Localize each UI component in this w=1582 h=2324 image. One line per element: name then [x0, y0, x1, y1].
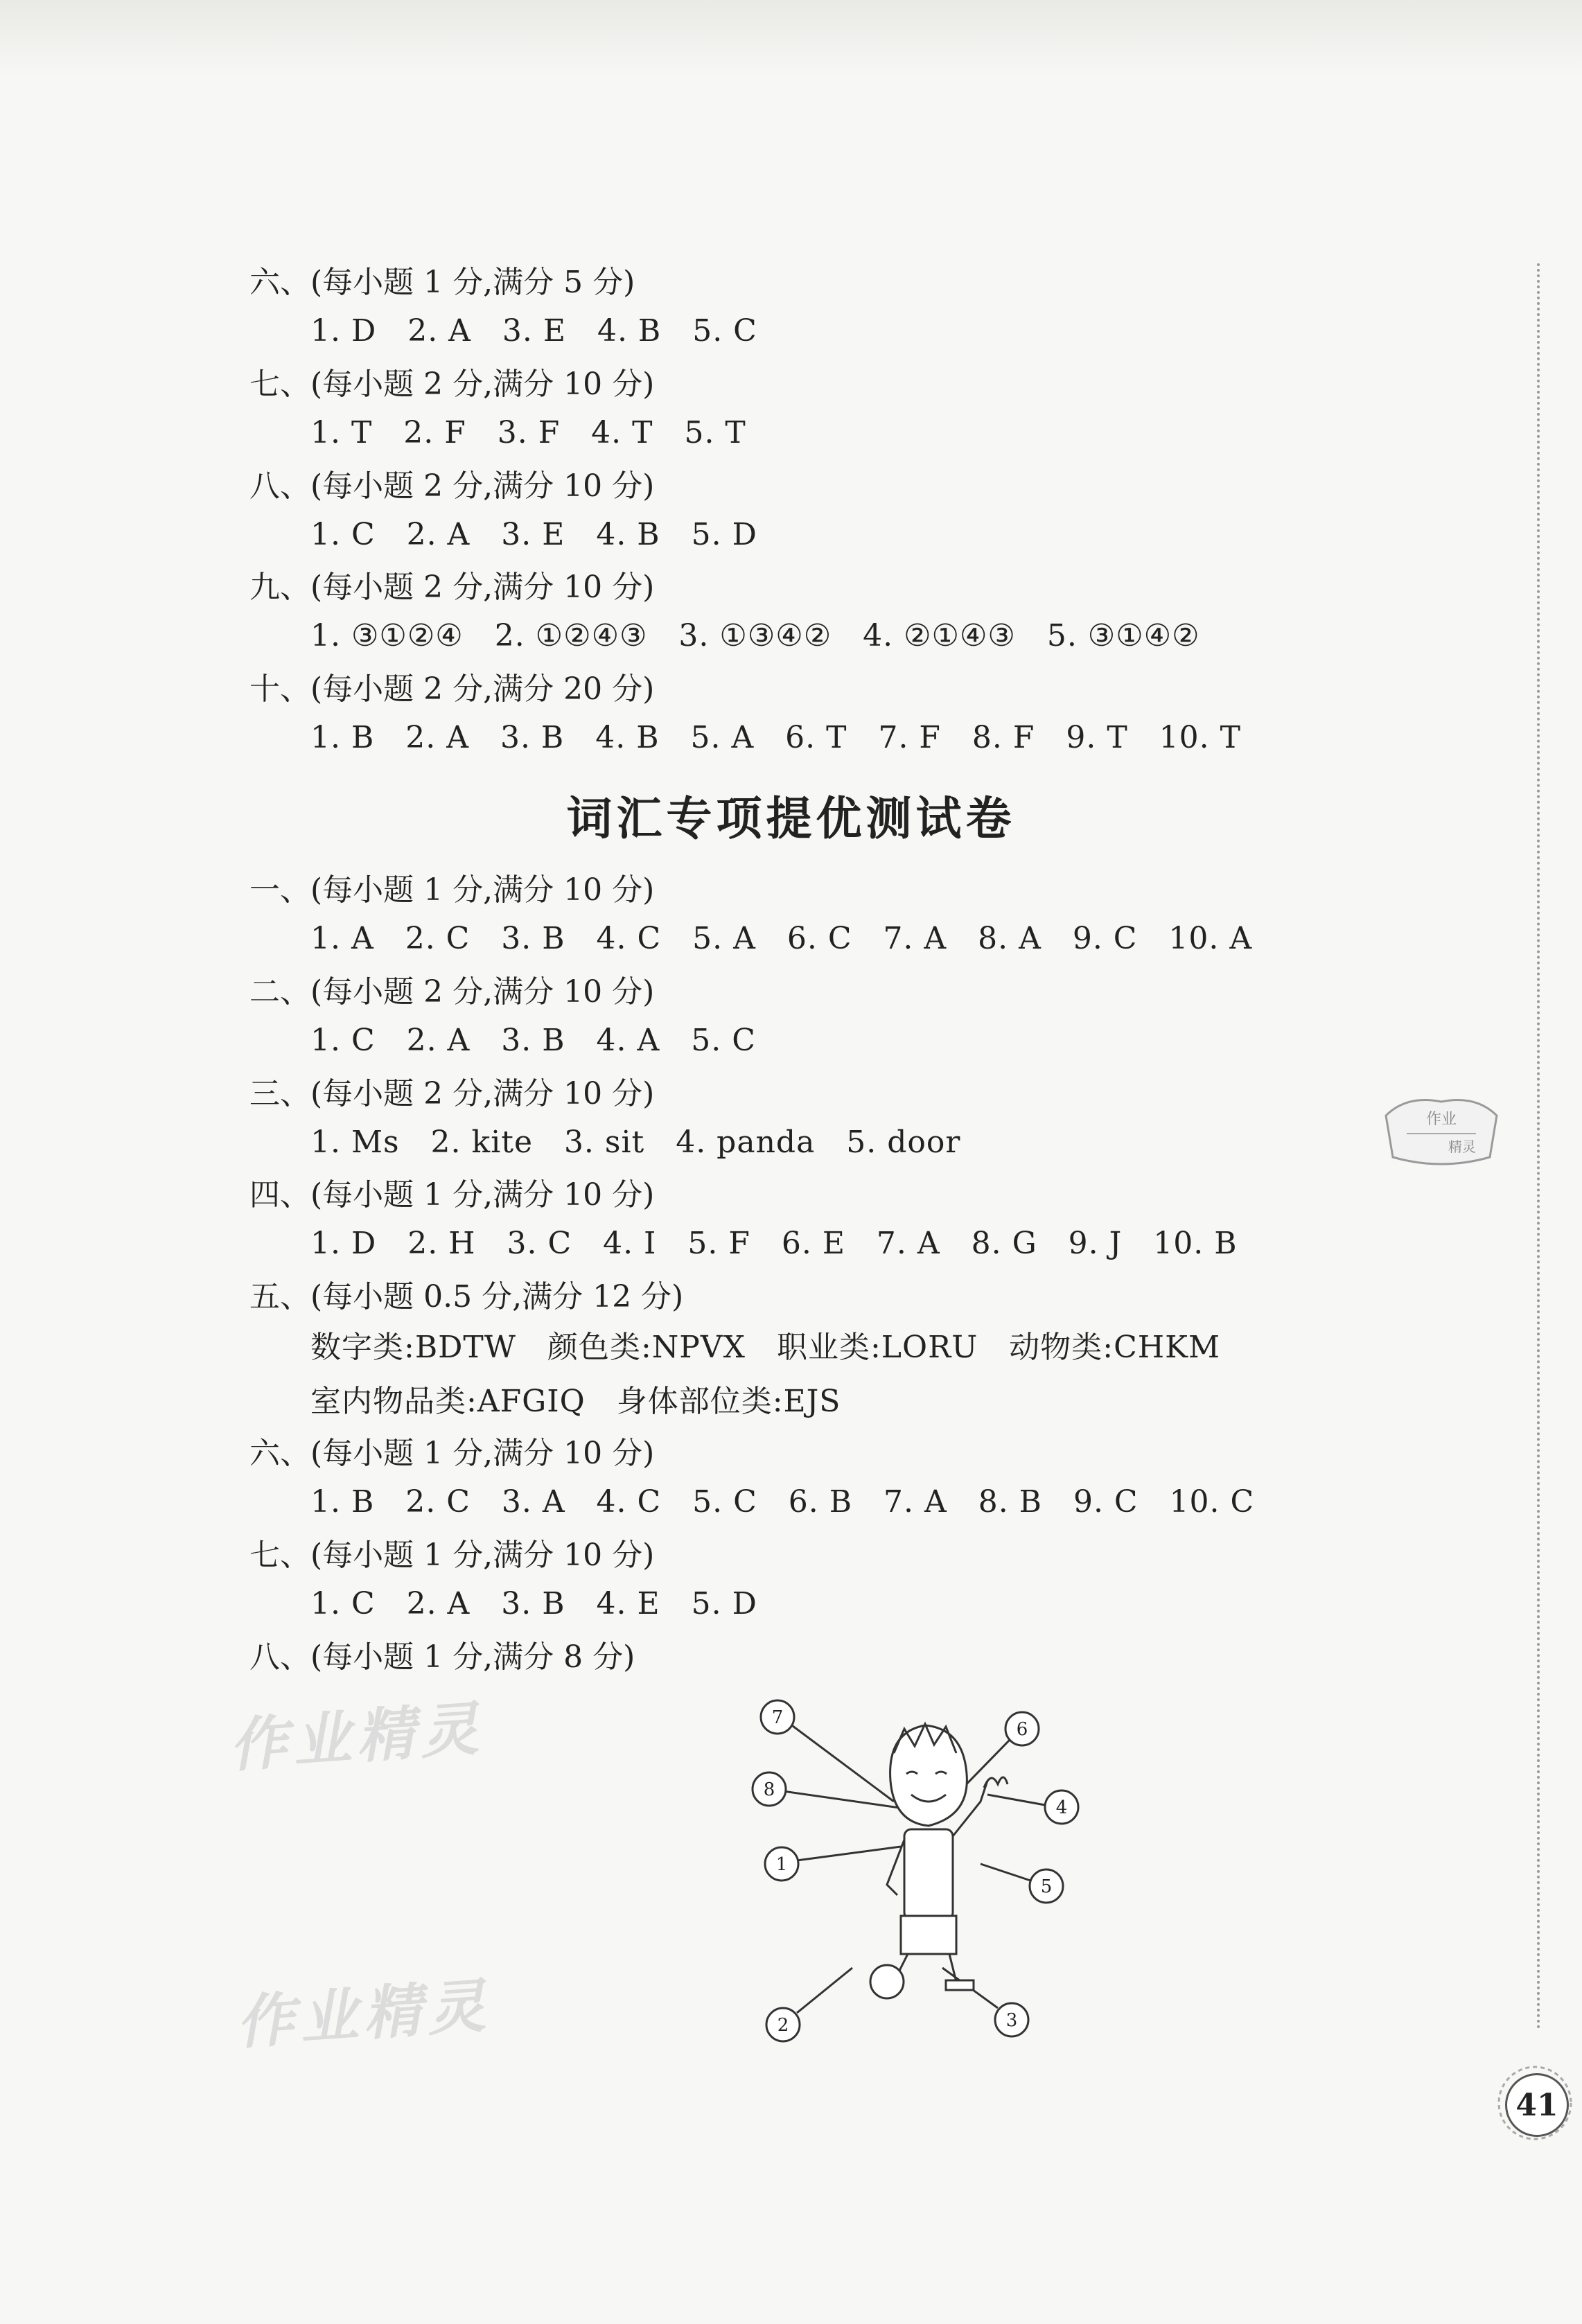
section-heading: 四、(每小题 1 分,满分 10 分): [249, 1177, 655, 1213]
section-heading: 七、(每小题 1 分,满分 10 分): [249, 1538, 655, 1573]
body-parts-figure: [748, 1698, 1136, 2058]
answer-line: 1. C 2. A 3. B 4. A 5. C: [310, 1023, 756, 1058]
answer-line: 1. C 2. A 3. E 4. B 5. D: [310, 517, 757, 552]
section-heading: 二、(每小题 2 分,满分 10 分): [249, 974, 655, 1010]
figure-label: 1: [775, 1854, 788, 1875]
figure-label: 6: [1016, 1719, 1028, 1740]
watermark: 作业精灵: [227, 1694, 486, 1780]
stamp-text: 精灵: [1448, 1138, 1476, 1155]
binding-dotted-rule: [1537, 263, 1540, 2030]
section-heading: 六、(每小题 1 分,满分 10 分): [249, 1436, 655, 1471]
page-number: 41: [1505, 2073, 1569, 2137]
figure-label: 3: [1005, 2010, 1018, 2031]
stamp-text: 作业: [1425, 1111, 1457, 1128]
answer-line: 1. C 2. A 3. B 4. E 5. D: [310, 1586, 757, 1621]
figure-label: 5: [1040, 1876, 1053, 1897]
section-heading: 十、(每小题 2 分,满分 20 分): [249, 671, 655, 707]
figure-label: 8: [763, 1779, 775, 1800]
section-heading: 一、(每小题 1 分,满分 10 分): [249, 872, 655, 908]
answer-line: 室内物品类:AFGIQ 身体部位类:EJS: [310, 1384, 841, 1419]
watermark: 作业精灵: [234, 1971, 493, 2057]
answer-line: 1. B 2. C 3. A 4. C 5. C 6. B 7. A 8. B 9. C 10. C: [310, 1484, 1255, 1520]
scan-edge-shadow: [0, 0, 1582, 76]
section-heading: 九、(每小题 2 分,满分 10 分): [249, 570, 655, 605]
stamp-logo: [1379, 1088, 1504, 1171]
answer-line: 1. D 2. H 3. C 4. I 5. F 6. E 7. A 8. G 9. J 10. B: [310, 1226, 1238, 1261]
answer-line: 1. Ms 2. kite 3. sit 4. panda 5. door: [310, 1125, 961, 1160]
section-heading: 五、(每小题 0.5 分,满分 12 分): [249, 1279, 684, 1314]
section-heading: 七、(每小题 2 分,满分 10 分): [249, 367, 655, 402]
section-heading: 八、(每小题 2 分,满分 10 分): [249, 468, 655, 504]
page-title: 词汇专项提优测试卷: [566, 792, 1016, 845]
answer-line: 1. T 2. F 3. F 4. T 5. T: [310, 415, 746, 450]
answer-line: 1. B 2. A 3. B 4. B 5. A 6. T 7. F 8. F 9. T 10. T: [310, 720, 1241, 755]
answer-line: 1. D 2. A 3. E 4. B 5. C: [310, 313, 757, 349]
answer-line: 数字类:BDTW 颜色类:NPVX 职业类:LORU 动物类:CHKM: [310, 1330, 1221, 1365]
figure-label: 7: [771, 1707, 784, 1728]
section-heading: 三、(每小题 2 分,满分 10 分): [249, 1076, 655, 1111]
answer-line: 1. ③①②④ 2. ①②④③ 3. ①③④② 4. ②①④③ 5. ③①④②: [310, 618, 1200, 653]
answer-line: 1. A 2. C 3. B 4. C 5. A 6. C 7. A 8. A 9. C 10. A: [310, 921, 1253, 956]
section-heading: 八、(每小题 1 分,满分 8 分): [249, 1639, 635, 1675]
figure-label: 4: [1055, 1797, 1068, 1818]
figure-label: 2: [777, 2015, 789, 2036]
section-heading: 六、(每小题 1 分,满分 5 分): [249, 265, 635, 300]
page-number-badge: [1497, 2065, 1573, 2141]
